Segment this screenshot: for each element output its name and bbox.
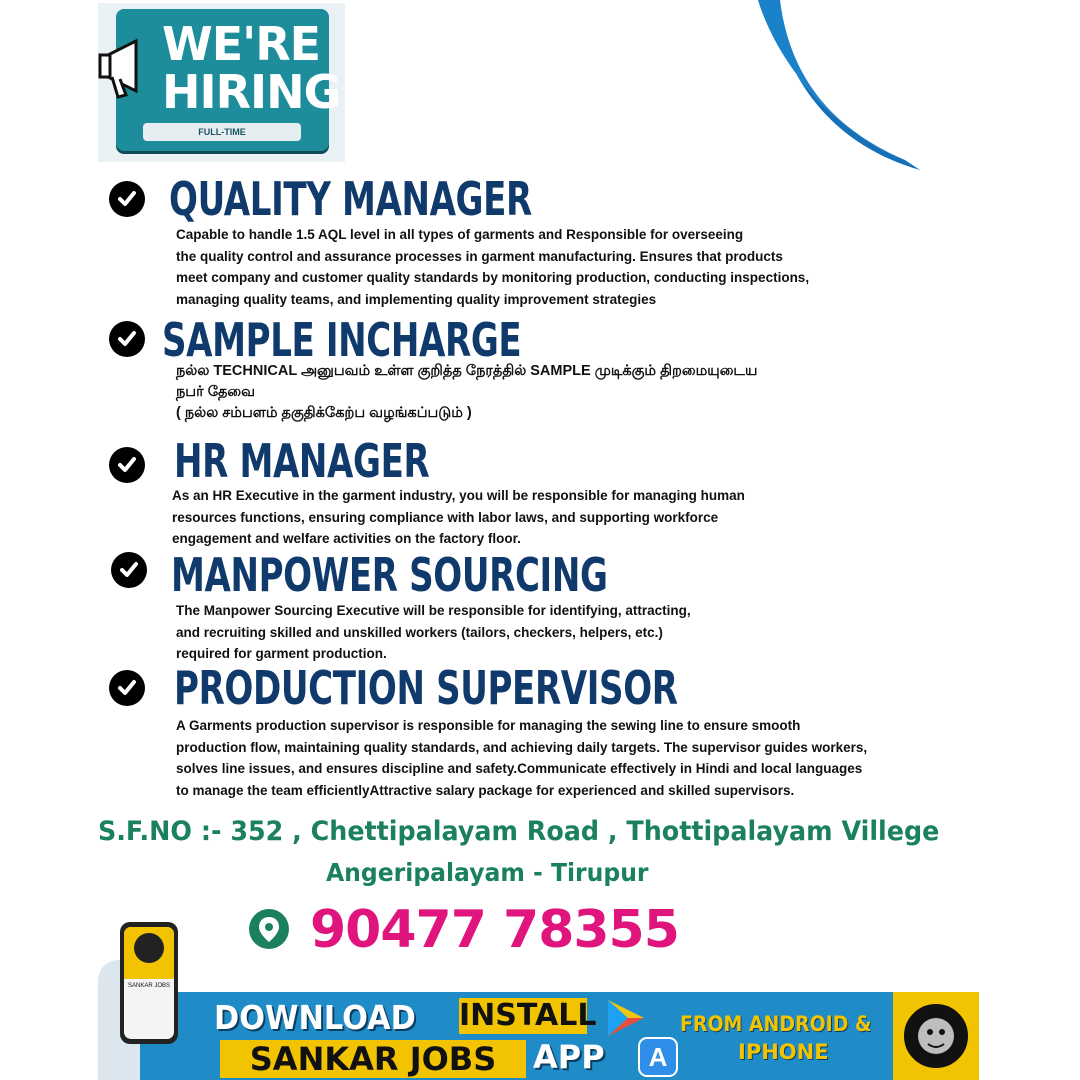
app-logo-icon: [134, 933, 164, 963]
platforms-line-2: IPHONE: [738, 1040, 829, 1064]
job-description-production-supervisor: A Garments production supervisor is responsible for managing the sewing line to ensure smooth production flow, maintaining quality standards, and achieving daily targets. The supervisor guides workers, solves line issues, and ensures discipline and safety.Communicate effectively in Hindi and local languages to manage the team efficientlyAttractive salary package for experienced and skilled supervisors.: [176, 718, 868, 798]
phone-screen: [124, 927, 174, 1039]
app-store-icon[interactable]: A: [638, 1037, 678, 1077]
job-description-manpower-sourcing: The Manpower Sourcing Executive will be responsible for identifying, attracting, and recruiting skilled and unskilled workers (tailors, checkers, helpers, etc.) required for garment production.: [176, 603, 691, 661]
location-pin-icon: [249, 909, 289, 949]
job-title-manpower-sourcing: MANPOWER SOURCING: [171, 548, 608, 602]
check-icon: [109, 447, 145, 483]
google-play-icon[interactable]: [604, 998, 648, 1038]
job-title-sample-incharge: SAMPLE INCHARGE: [162, 313, 522, 367]
address-line-1: S.F.NO :- 352 , Chettipalayam Road , Thottipalayam Villege: [98, 816, 940, 847]
brand-label: SANKAR JOBS: [220, 1040, 526, 1078]
job-title-quality-manager: QUALITY MANAGER: [169, 172, 532, 226]
phone-app-name: SANKAR JOBS: [128, 983, 171, 989]
job-title-hr-manager: HR MANAGER: [174, 434, 430, 488]
hiring-headline-line2: HIRING: [162, 65, 341, 119]
brand-badge: [893, 992, 979, 1080]
job-title-production-supervisor: PRODUCTION SUPERVISOR: [174, 661, 678, 715]
download-label: DOWNLOAD: [214, 998, 416, 1037]
hiring-headline-line1: WE'RE: [162, 17, 321, 71]
megaphone-icon: [98, 33, 156, 103]
check-icon: [109, 321, 145, 357]
hiring-banner: [98, 3, 345, 162]
phone-number[interactable]: 90477 78355: [310, 900, 679, 960]
address-line-2: Angeripalayam - Tirupur: [326, 858, 649, 887]
job-description-quality-manager: Capable to handle 1.5 AQL level in all types of garments and Responsible for overseeing the quality control and assurance processes in garment manufacturing. Ensures that products meet company and customer quality standards by monitoring production, conducting inspections, managing quality teams, and implementing quality improvement strategies: [176, 227, 810, 307]
job-description-hr-manager: As an HR Executive in the garment industry, you will be responsible for managing human resources functions, ensuring compliance with labor laws, and supporting workforce engagement and welfare activities on the factory floor.: [172, 488, 745, 546]
platforms-line-1: FROM ANDROID &: [680, 1012, 872, 1036]
corner-decoration: [740, 0, 920, 170]
install-label: INSTALL: [459, 998, 597, 1033]
brand-logo-icon: [902, 1002, 970, 1070]
check-icon: [109, 670, 145, 706]
check-icon: [109, 181, 145, 217]
check-icon: [111, 552, 147, 588]
phone-mockup: [120, 922, 178, 1044]
job-description-sample-incharge: நல்ல TECHNICAL அனுபவம் உள்ள குறித்த நேரத்தில் SAMPLE முடிக்கும் திறமையுடைய நபர் தேவை ( நல்ல சம்பளம் தகுதிக்கேற்ப வழங்கப்படும் ): [176, 363, 758, 421]
full-time-tag: FULL-TIME: [143, 123, 301, 141]
app-label: APP: [533, 1038, 605, 1076]
